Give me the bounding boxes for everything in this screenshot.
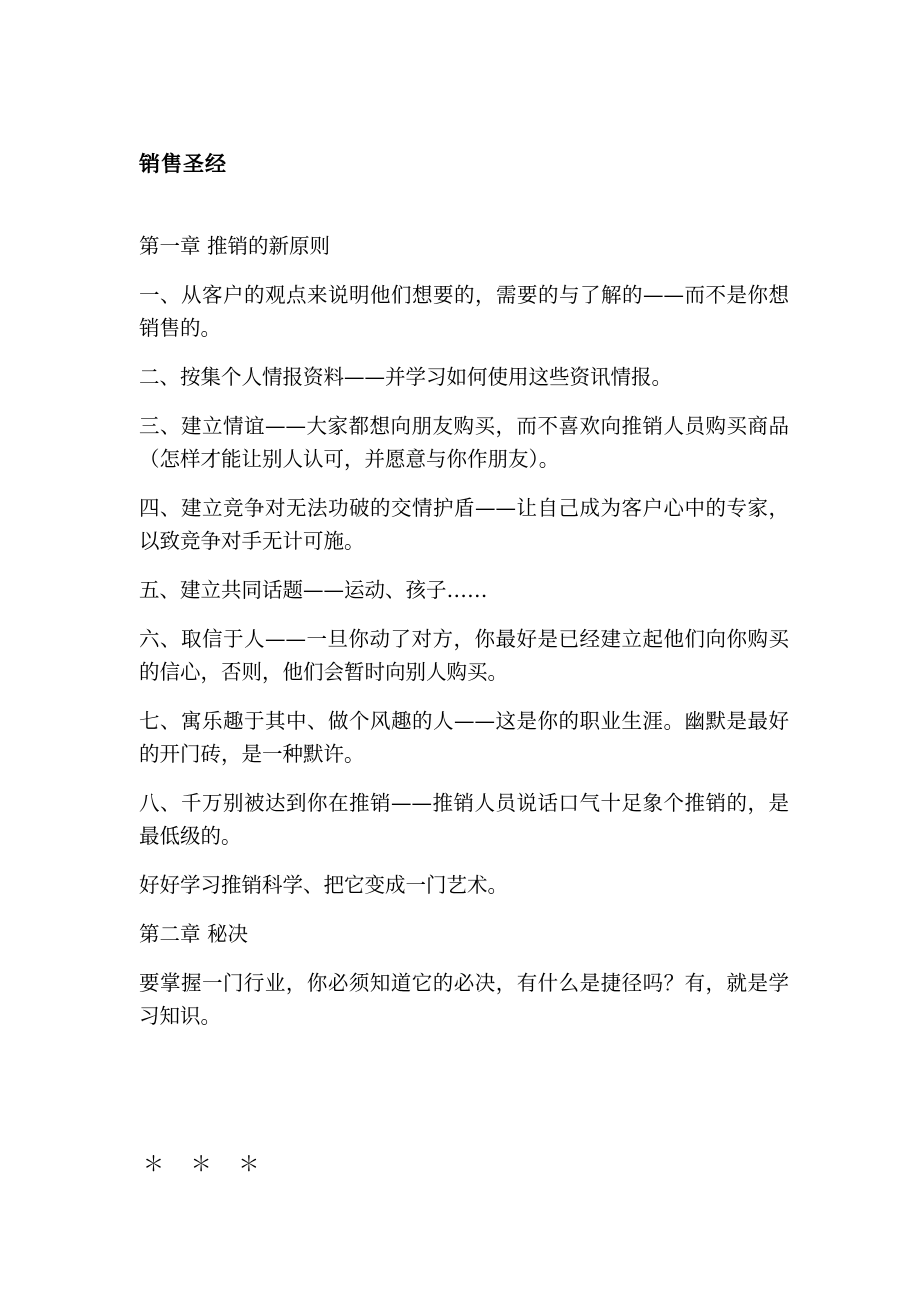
chapter-1-closing: 好好学习推销科学、把它变成一门艺术。	[139, 873, 508, 897]
chapter-1-heading: 第一章 推销的新原则	[139, 234, 331, 258]
chapter-1-item-4: 四、建立竞争对无法功破的交情护盾——让自己成为客户心中的专家，以致竞争对手无计可施。	[139, 496, 789, 553]
section-separator: ＊ ＊ ＊	[143, 1152, 270, 1176]
chapter-2-body: 要掌握一门行业，你必须知道它的必决，有什么是捷径吗？有，就是学习知识。	[139, 971, 789, 1028]
document-title: 销售圣经	[139, 151, 227, 176]
chapter-1-item-6: 六、取信于人——一旦你动了对方，你最好是已经建立起他们向你购买的信心，否则，他们会暂时向别人购买。	[139, 627, 789, 684]
chapter-1-item-3: 三、建立情谊——大家都想向朋友购买，而不喜欢向推销人员购买商品（怎样才能让别人认可，并愿意与你作朋友）。	[139, 414, 789, 471]
chapter-1-item-8: 八、千万别被达到你在推销——推销人员说话口气十足象个推销的，是最低级的。	[139, 791, 789, 848]
chapter-2-heading: 第二章 秘决	[139, 922, 249, 946]
chapter-1-item-1: 一、从客户的观点来说明他们想要的，需要的与了解的——而不是你想销售的。	[139, 283, 789, 340]
chapter-1-item-2: 二、按集个人情报资料——并学习如何使用这些资讯情报。	[139, 365, 672, 389]
chapter-1-item-5: 五、建立共同话题——运动、孩子……	[139, 578, 488, 602]
chapter-1-item-7: 七、寓乐趣于其中、做个风趣的人——这是你的职业生涯。幽默是最好的开门砖，是一种默许。	[139, 709, 789, 766]
document-body	[139, 230, 789, 1049]
